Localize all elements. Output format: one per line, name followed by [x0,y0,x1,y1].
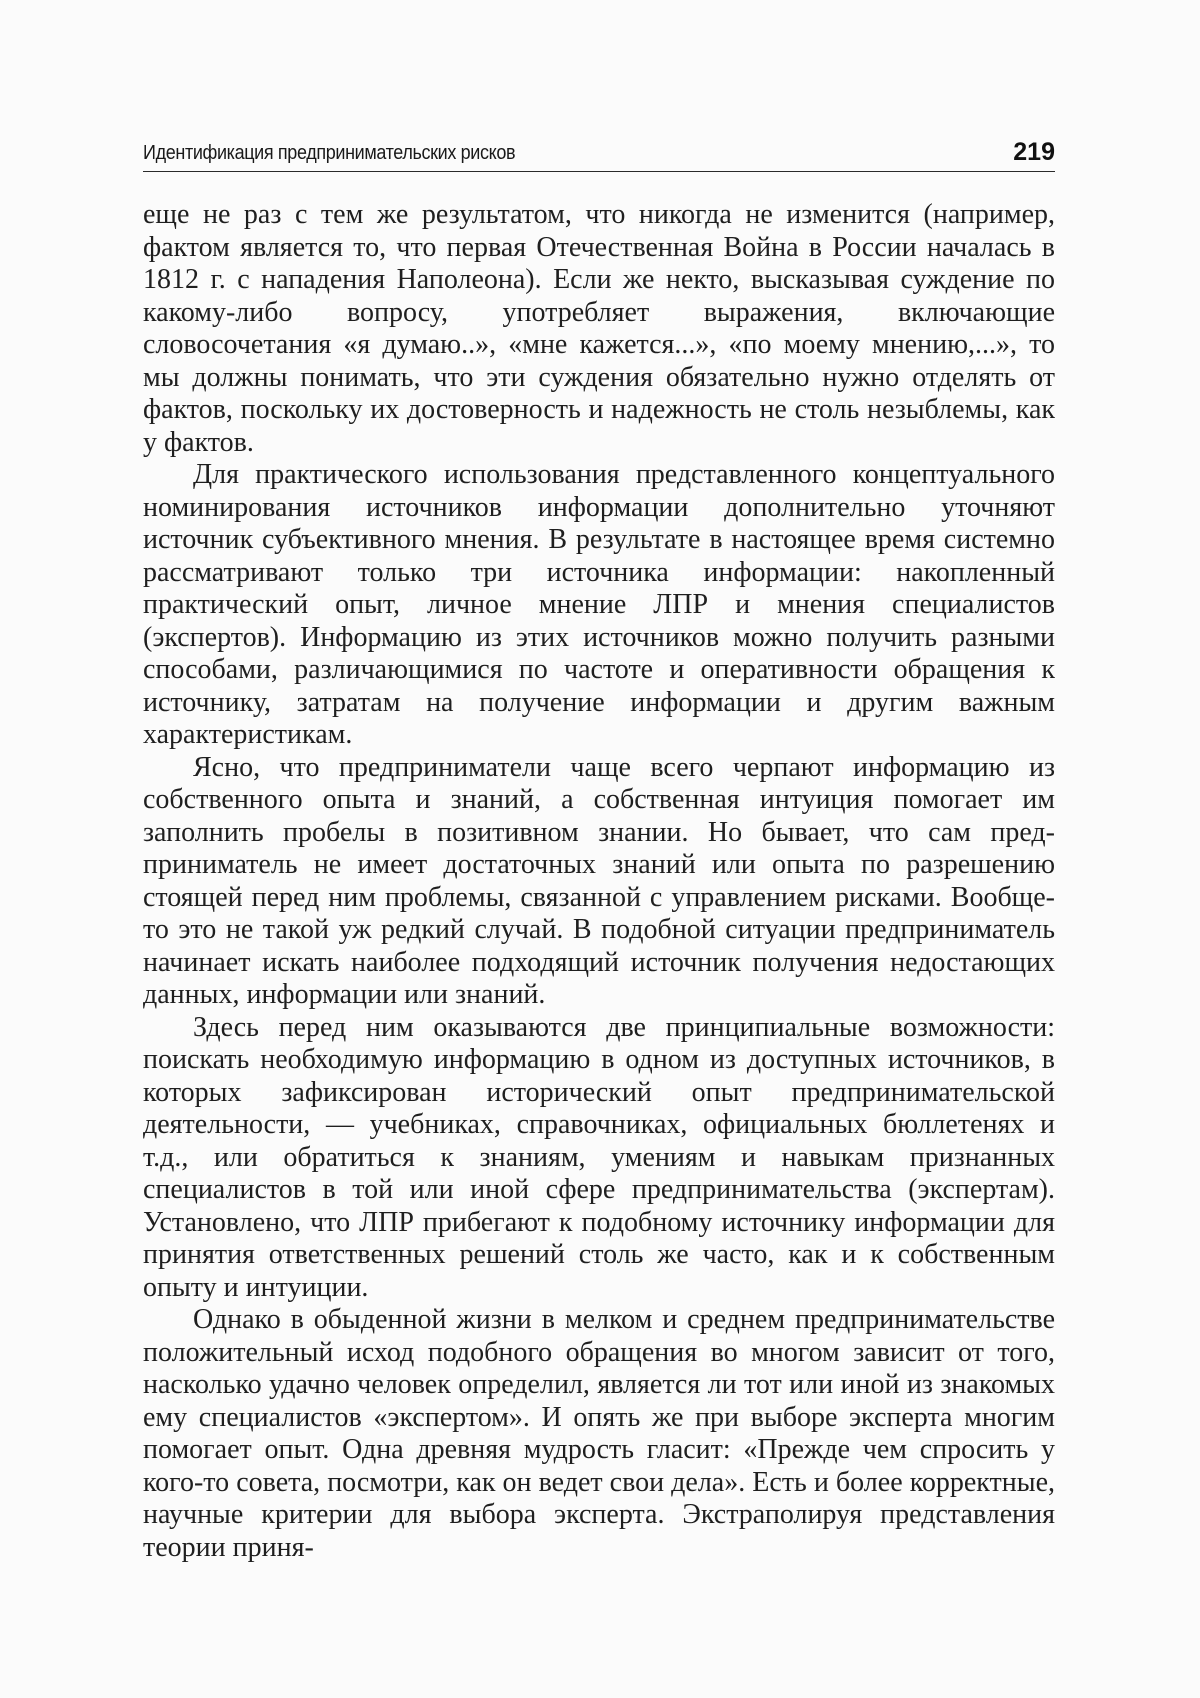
text-body [143,199,1055,1564]
paragraph: Для практического использования представленного концептуального номинирования источников информации дополнительно уточняют источник субъективного мнения. В результате в настоящее время системно рассматривают только три источника информации: накопленный практический опыт, личное мнение ЛПР и мнения специалистов (экспертов). Информацию из этих источников можно получить разными способами, различающимися по частоте и оперативности обращения к источнику, затратам на получение информации и другим важным характеристикам. [143,459,1055,750]
paragraph: Однако в обыденной жизни в мелком и среднем предпринимательстве положительный исход подобного обращения во многом зависит от того, насколько удачно человек определил, является ли тот или иной из знакомых ему специалистов «экспертом». И опять же при выборе эксперта многим помогает опыт. Одна древняя мудрость гласит: «Прежде чем спросить у кого-то совета, посмотри, как он ведет свои дела». Есть и более корректные, научные критерии для выбора эксперта. Экстраполируя представления теории приня- [143,1304,1055,1563]
paragraph: еще не раз с тем же результатом, что никогда не изменится (например, фактом является то, что первая Отечественная Война в России началась в 1812 г. с нападения Наполеона). Если же некто, высказывая суждение по какому-либо вопросу, употребляет выражения, включающие словосочетания «я думаю..», «мне кажется...», «по моему мнению,...», то мы должны понимать, что эти суждения обязательно нужно отделять от фактов, поскольку их достоверность и надежность не столь незыблемы, как у фактов. [143,199,1055,458]
page-header [143,133,1055,172]
running-title: Идентификация предпринимательских рисков [143,142,516,164]
paragraph: Ясно, что предприниматели чаще всего черпают информацию из собственного опыта и знаний, а собственная интуиция помогает им заполнить пробелы в позитивном знании. Но бывает, что сам предприниматель не имеет достаточных знаний или опыта по разрешению стоящей перед ним проблемы, связанной с управлением рисками. Вообще-то это не такой уж редкий случай. В подобной ситуации предприниматель начинает искать наиболее подходящий источник получения недостающих данных, информации или знаний. [143,751,1055,1010]
page-number: 219 [1013,138,1055,166]
paragraph: Здесь перед ним оказываются две принципиальные возможности: поискать необходимую информацию в одном из доступных источников, в которых зафиксирован исторический опыт предпринимательской деятельности, — учебниках, справочниках, официальных бюллетенях и т.д., или обратиться к знаниям, умениям и навыкам признанных специалистов в той или иной сфере предпринимательства (экспертам). Установлено, что ЛПР прибегают к подобному источнику информации для принятия ответственных решений столь же часто, как и к собственным опыту и интуиции. [143,1011,1055,1303]
